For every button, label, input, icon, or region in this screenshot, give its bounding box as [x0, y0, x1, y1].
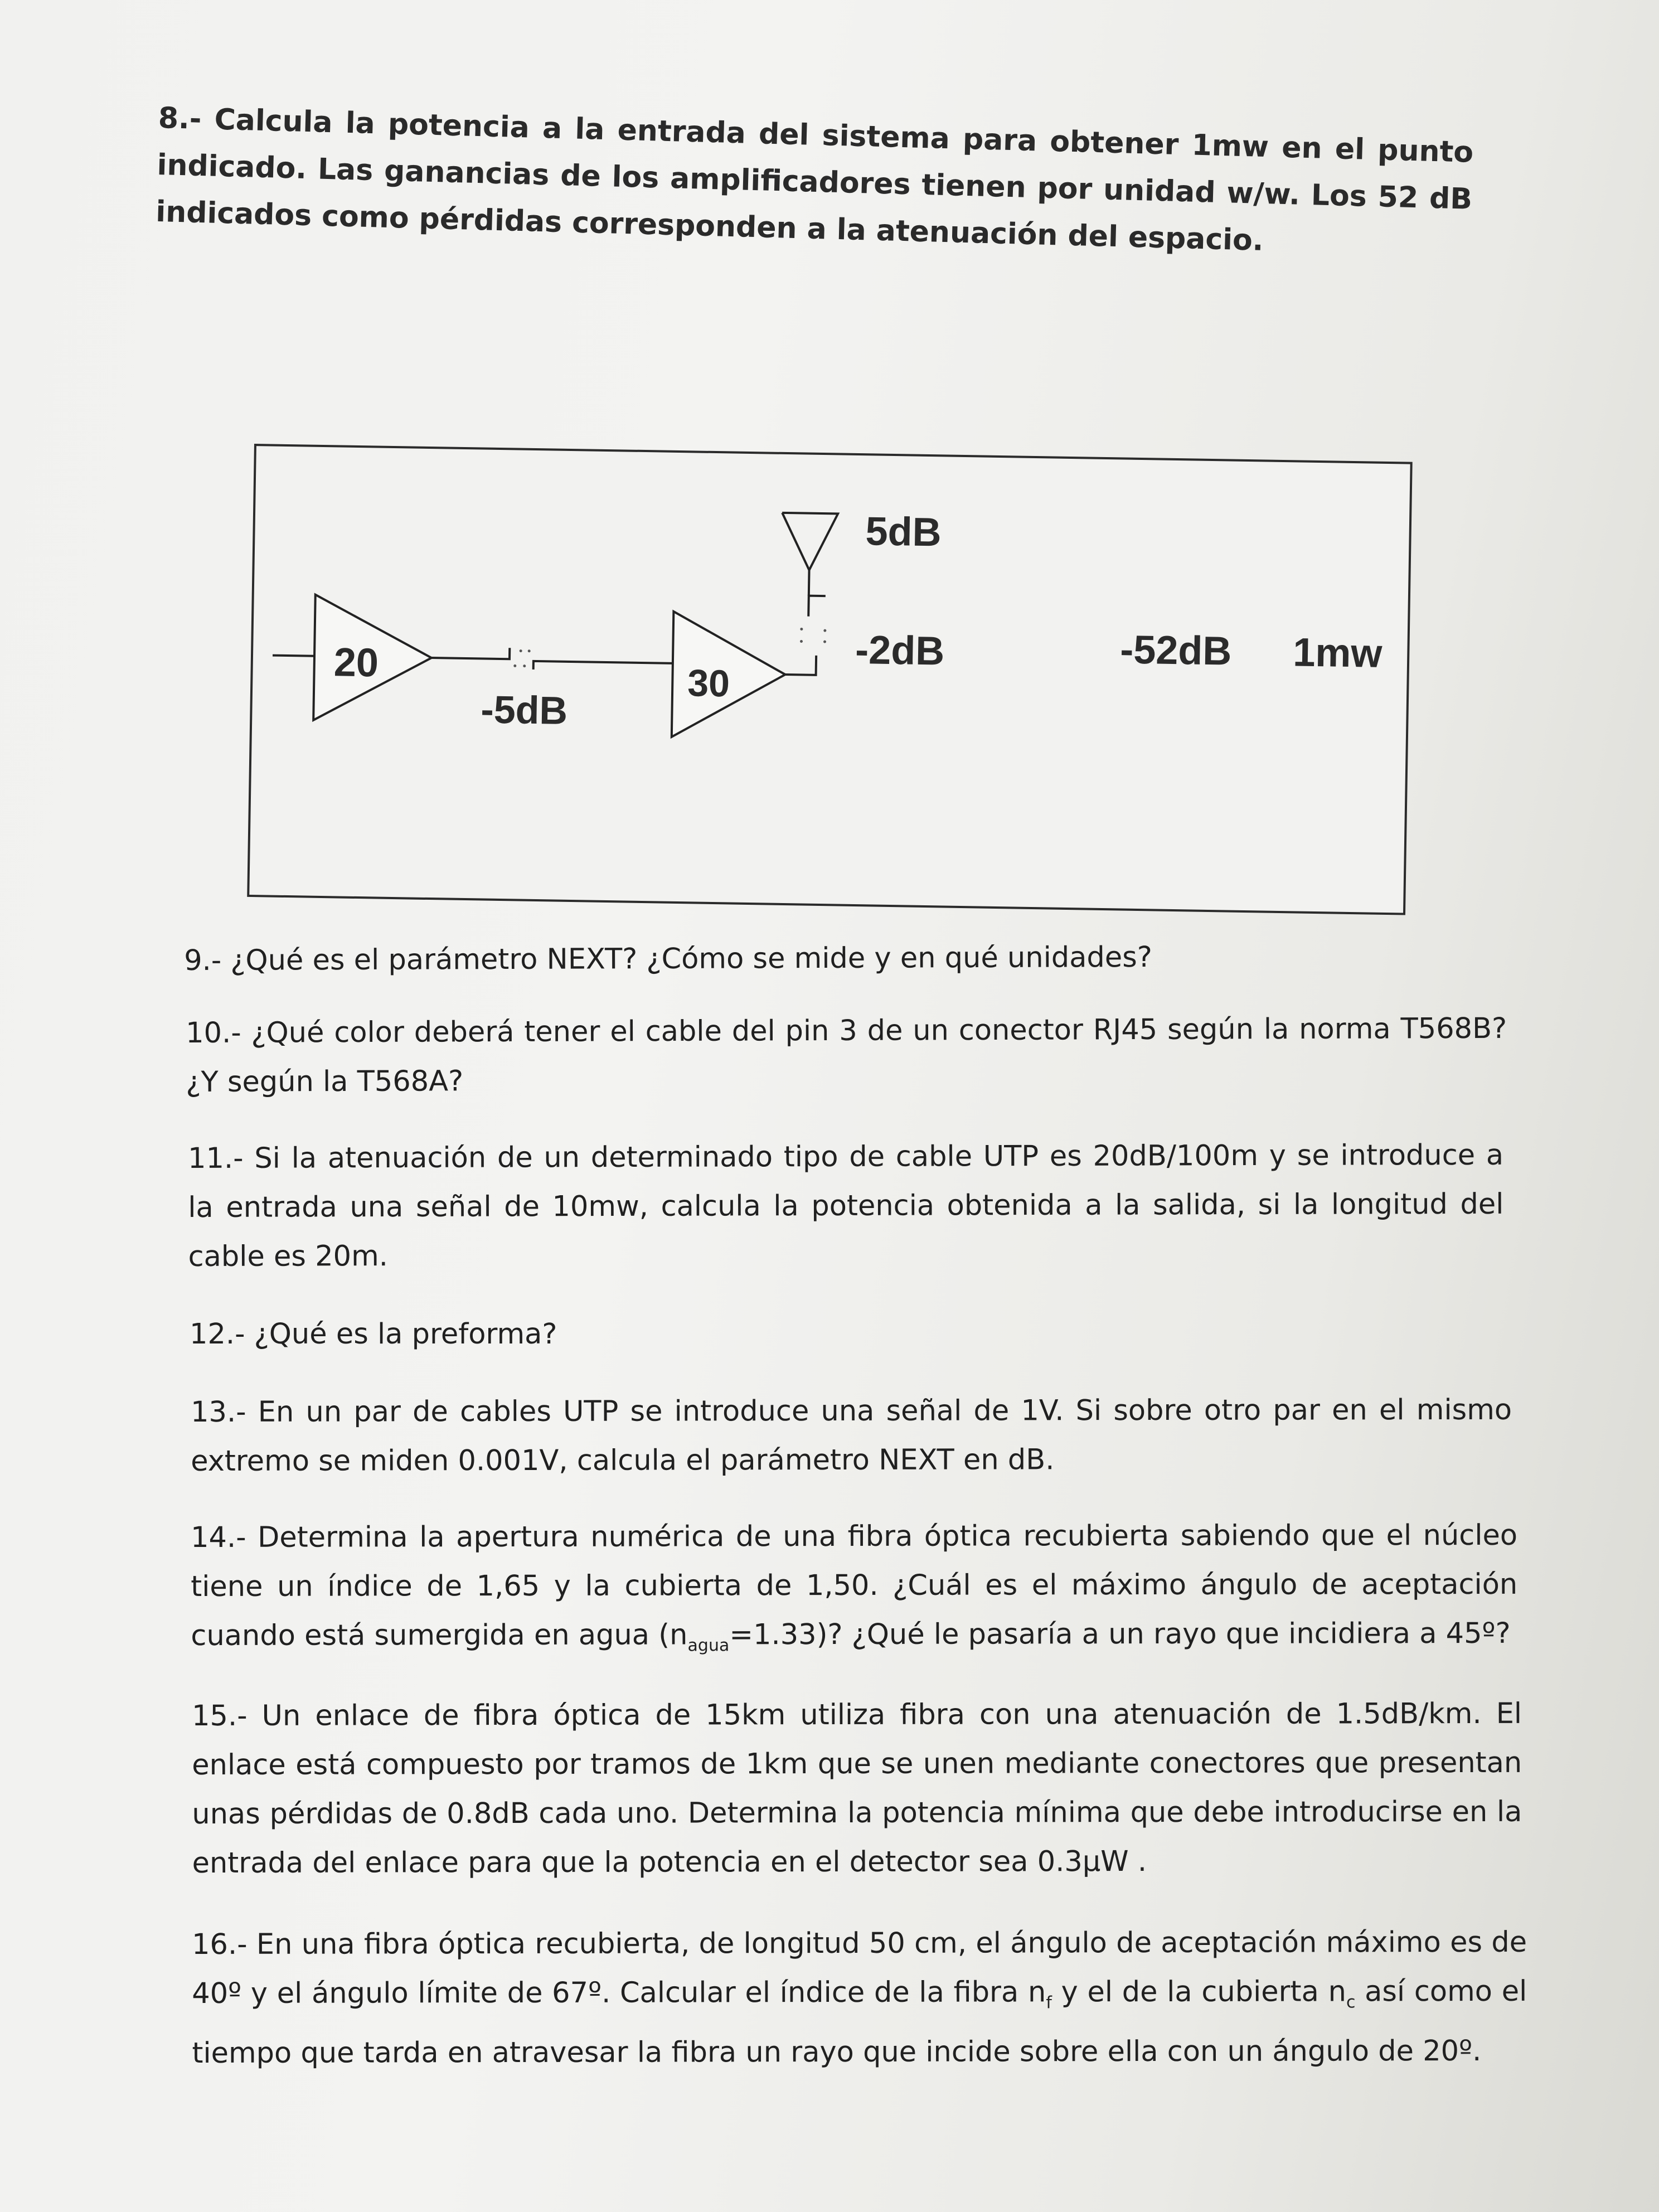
question-16-text-c: así como el tiempo que tarda en atravesar la fibra un rayo que incide sobre ella con un ángulo de 20º.: [192, 1975, 1527, 2070]
question-14-text-b: =1.33)? ¿Qué le pasaría a un rayo que incidiera a 45º?: [729, 1617, 1511, 1652]
question-11: 11.- Si la atenuación de un determinado tipo de cable UTP es 20dB/100m y se introduce a la entrada una señal de 10mw, calcula la potencia obtenida a la salida, si la longitud del cable es 20m.: [188, 1138, 1504, 1273]
question-10: 10.- ¿Qué color deberá tener el cable del pin 3 de un conector RJ45 según la norma T568B? ¿Y según la T568A?: [186, 1012, 1507, 1099]
question-8: 8.- Calcula la potencia a la entrada del sistema para obtener 1mw en el punto indicado. Las ganancias de los amplificadores tienen por unidad w/w. Los 52 dB indicados como pérdidas corresponden a la atenuación del espacio.: [155, 101, 1474, 258]
question-16-subscript-f: f: [1046, 1993, 1052, 2013]
question-16: [192, 1918, 1527, 2078]
connector-loss-label: -2dB: [855, 628, 945, 674]
line-loss-label: -5dB: [480, 687, 568, 733]
space-loss-label: -52dB: [1119, 627, 1233, 674]
question-16-subscript-c: c: [1346, 1992, 1356, 2012]
question-12: 12.- ¿Qué es la preforma?: [190, 1318, 557, 1351]
question-14: [191, 1511, 1517, 1671]
diagram-frame: [248, 445, 1411, 914]
question-14-subscript: agua: [687, 1636, 730, 1656]
amplifier-chain-diagram: [246, 443, 1413, 916]
antenna-gain-label: 5dB: [865, 509, 942, 555]
amplifier-1-gain: 20: [333, 640, 379, 686]
question-14-text-a: 14.- Determina la apertura numérica de una fibra óptica recubierta sabiendo que el núcleo tiene un índice de 1,65 y la cubierta de 1,50. ¿Cuál es el máximo ángulo de aceptación cuando está sumergida en agua (n: [191, 1519, 1518, 1652]
question-16-text-a: 16.- En una fibra óptica recubierta, de longitud 50 cm, el ángulo de aceptación máximo es de 40º y el ángulo límite de 67º. Calcular el índice de la fibra n: [192, 1925, 1527, 2010]
question-9: 9.- ¿Qué es el parámetro NEXT? ¿Cómo se mide y en qué unidades?: [184, 940, 1152, 977]
question-15: 15.- Un enlace de fibra óptica de 15km utiliza fibra con una atenuación de 1.5dB/km. El enlace está compuesto por tramos de 1km que se unen mediante conectores que presentan unas pérdidas de 0.8dB cada uno. Determina la potencia mínima que debe introducirse en la entrada del enlace para que la potencia en el detector sea 0.3µW .: [192, 1697, 1522, 1880]
amplifier-2-gain: 30: [687, 662, 730, 705]
question-16-text-b: y el de la cubierta n: [1051, 1975, 1346, 2009]
diagram-drawing: [246, 443, 1413, 916]
question-13: 13.- En un par de cables UTP se introduce una señal de 1V. Si sobre otro par en el mismo extremo se miden 0.001V, calcula el parámetro NEXT en dB.: [191, 1393, 1512, 1478]
output-power-label: 1mw: [1292, 630, 1383, 676]
